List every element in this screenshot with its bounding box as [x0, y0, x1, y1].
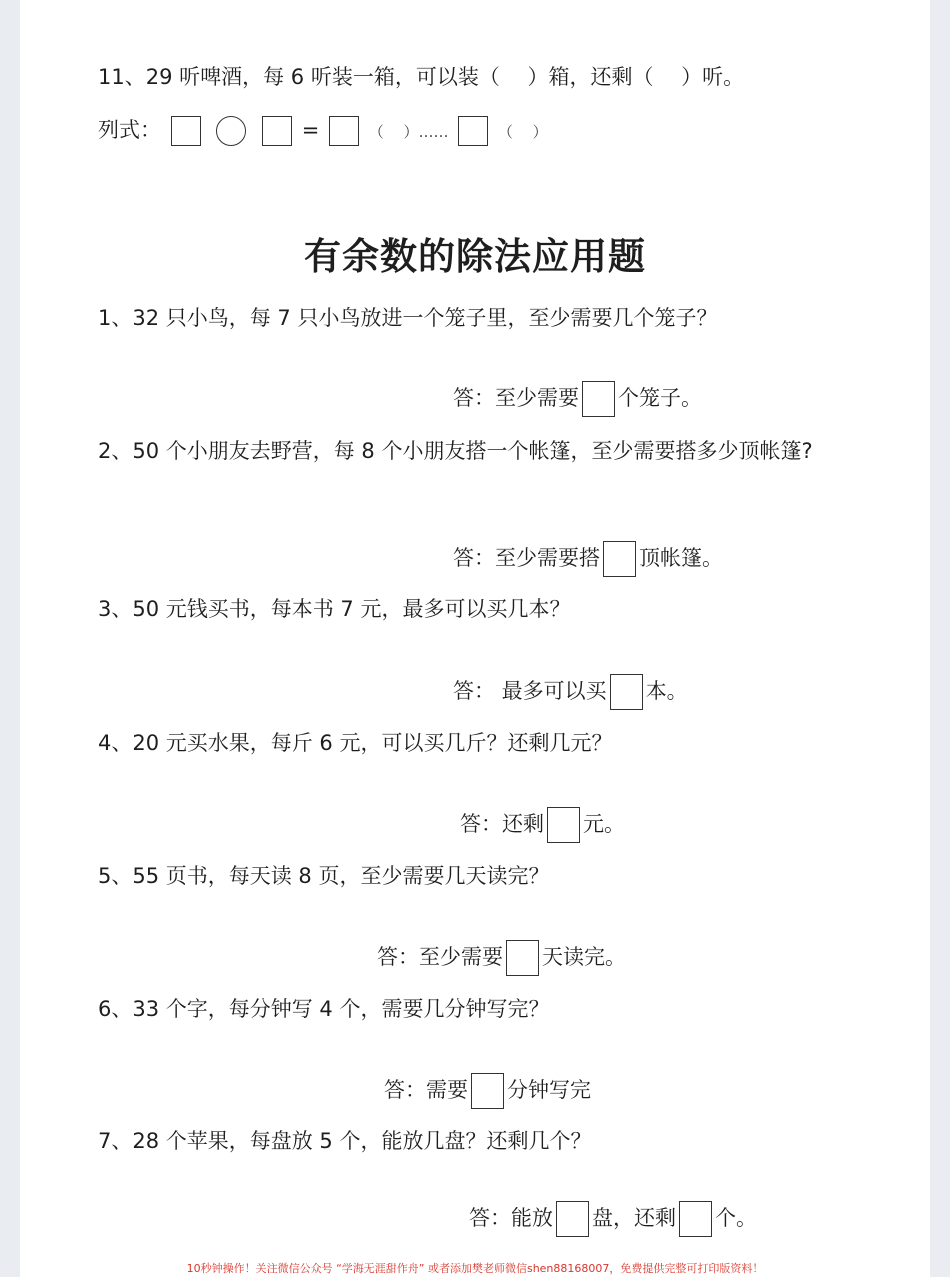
quotient-box[interactable] — [329, 116, 359, 146]
question-2: 2、50 个小朋友去野营，每 8 个小朋友搭一个帐篷，至少需要搭多少顶帐篷? — [98, 439, 813, 463]
answer-2: 答：至少需要搭 顶帐篷。 — [453, 541, 723, 577]
quotient-unit-paren: （ ）…… — [368, 123, 449, 141]
answer-3-box[interactable] — [610, 674, 643, 710]
answer-5: 答：至少需要 天读完。 — [377, 940, 626, 976]
answer-1-box[interactable] — [582, 381, 615, 417]
formula-label: 列式： — [98, 118, 161, 142]
remainder-box[interactable] — [458, 116, 488, 146]
answer-6-box[interactable] — [471, 1073, 504, 1109]
question-11-formula — [98, 116, 548, 146]
question-3: 3、50 元钱买书，每本书 7 元，最多可以买几本？ — [98, 597, 571, 621]
answer-6: 答：需要 分钟写完 — [384, 1073, 591, 1109]
question-4: 4、20 元买水果，每斤 6 元，可以买几斤？还剩几元？ — [98, 731, 613, 755]
divisor-box[interactable] — [262, 116, 292, 146]
remainder-unit-paren: （ ） — [497, 123, 548, 141]
worksheet-page — [20, 0, 930, 1277]
page-title: 有余数的除法应用题 — [304, 235, 646, 278]
answer-7-plates-box[interactable] — [556, 1201, 589, 1237]
question-11: 11、29 听啤酒，每 6 听装一箱，可以装（ ）箱，还剩（ ）听。 — [98, 65, 745, 89]
answer-1: 答：至少需要 个笼子。 — [453, 381, 702, 417]
footer-promo-text: 10秒钟操作！关注微信公众号 “学海无涯甜作舟” 或者添加樊老师微信shen88168007，免费提供完整可打印版资料！ — [186, 1262, 764, 1275]
answer-5-box[interactable] — [506, 940, 539, 976]
question-6: 6、33 个字，每分钟写 4 个，需要几分钟写完？ — [98, 997, 550, 1021]
answer-3: 答： 最多可以买 本。 — [453, 674, 688, 710]
answer-4: 答：还剩 元。 — [460, 807, 625, 843]
dividend-box[interactable] — [171, 116, 201, 146]
question-7: 7、28 个苹果，每盘放 5 个，能放几盘？还剩几个？ — [98, 1129, 592, 1153]
answer-7-remainder-box[interactable] — [679, 1201, 712, 1237]
question-5: 5、55 页书，每天读 8 页，至少需要几天读完？ — [98, 864, 550, 888]
answer-4-box[interactable] — [547, 807, 580, 843]
question-1: 1、32 只小鸟，每 7 只小鸟放进一个笼子里，至少需要几个笼子？ — [98, 306, 718, 330]
equals-sign: = — [301, 118, 320, 142]
answer-2-box[interactable] — [603, 541, 636, 577]
operator-circle[interactable] — [216, 116, 246, 146]
answer-7: 答：能放 盘，还剩 个。 — [469, 1201, 757, 1237]
